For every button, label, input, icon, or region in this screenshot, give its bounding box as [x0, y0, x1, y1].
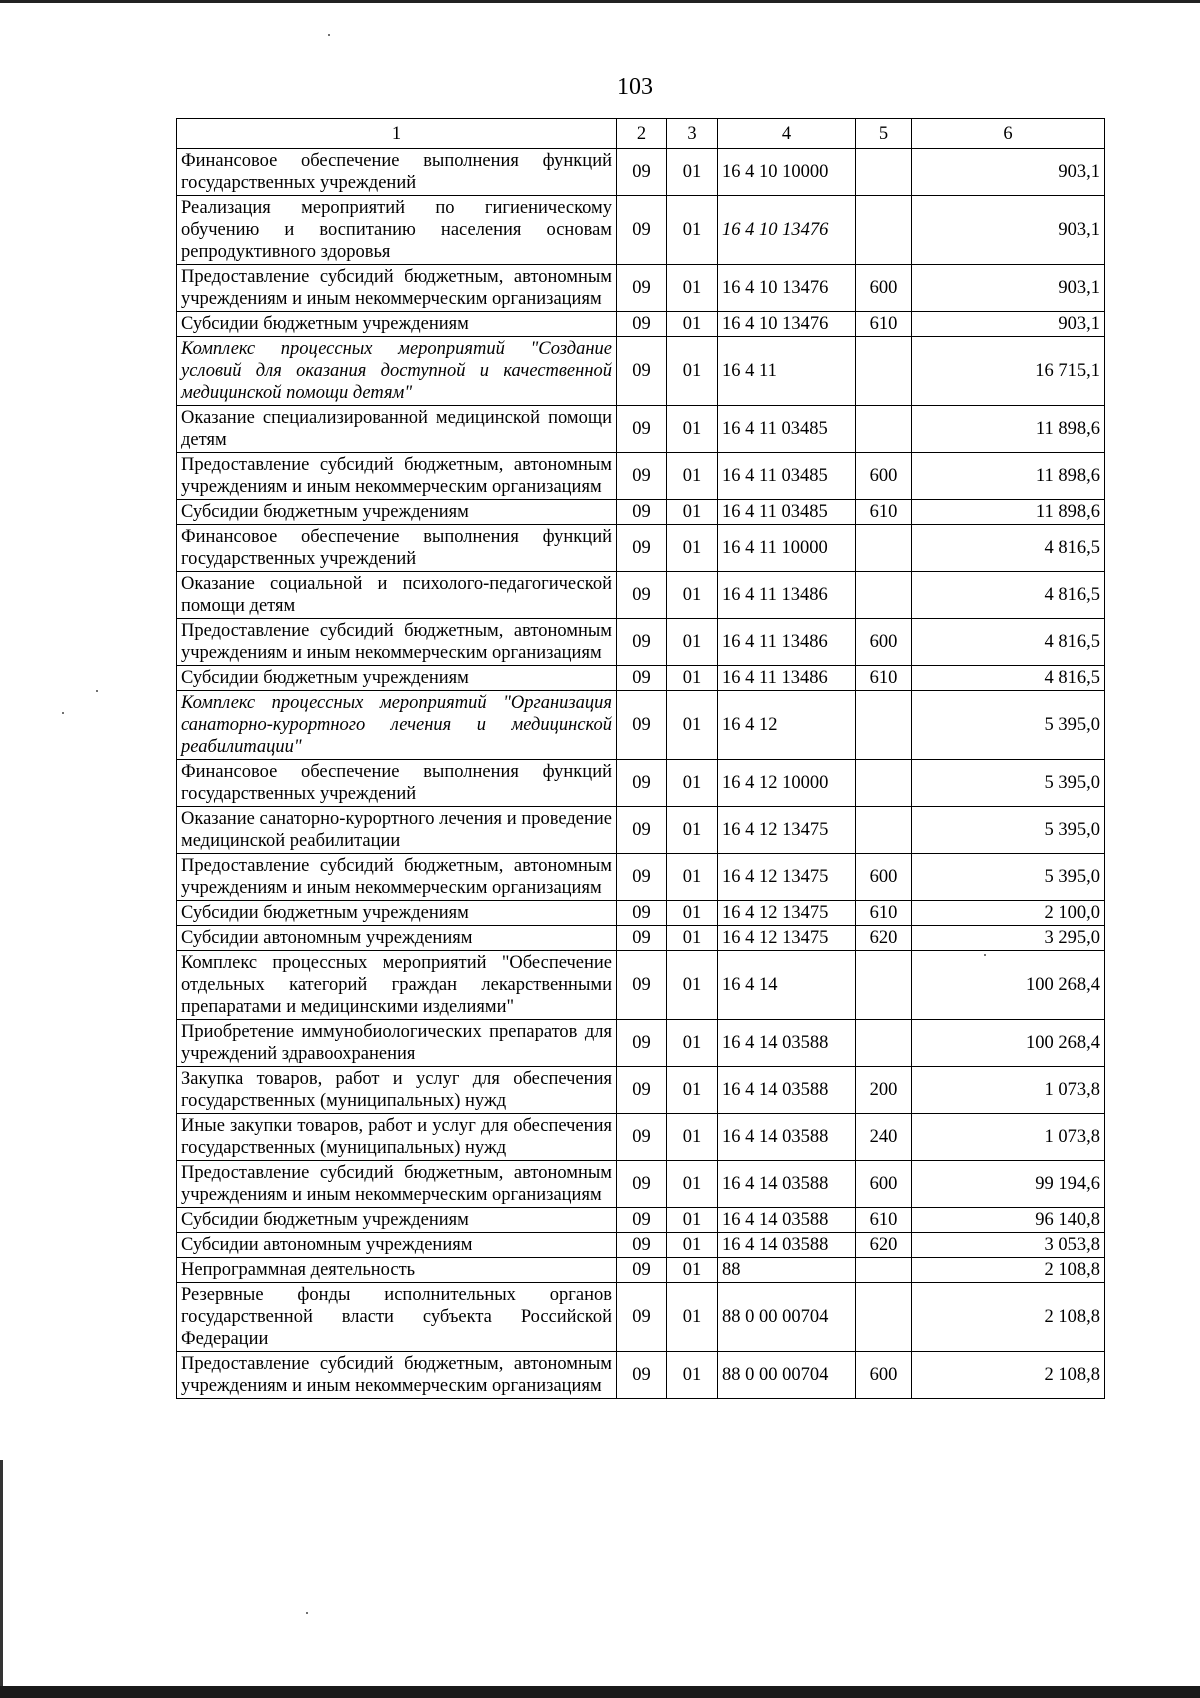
row-amount: 3 053,8	[912, 1233, 1105, 1258]
row-amount: 11 898,6	[912, 453, 1105, 500]
row-target-code: 16 4 14	[718, 951, 856, 1020]
row-subsection: 01	[667, 760, 718, 807]
row-expense-type	[856, 572, 912, 619]
row-subsection: 01	[667, 951, 718, 1020]
column-header-6: 6	[912, 119, 1105, 149]
row-target-code: 16 4 14 03588	[718, 1208, 856, 1233]
row-amount: 3 295,0	[912, 926, 1105, 951]
row-subsection: 01	[667, 1352, 718, 1399]
row-expense-type: 600	[856, 453, 912, 500]
row-subsection: 01	[667, 926, 718, 951]
budget-table	[176, 118, 1105, 1399]
row-target-code: 88 0 00 00704	[718, 1352, 856, 1399]
row-expense-type: 610	[856, 901, 912, 926]
column-header-1: 1	[177, 119, 617, 149]
row-subsection: 01	[667, 691, 718, 760]
row-amount: 2 108,8	[912, 1258, 1105, 1283]
row-section: 09	[617, 1233, 667, 1258]
row-target-code: 16 4 11 13486	[718, 619, 856, 666]
row-amount: 11 898,6	[912, 406, 1105, 453]
row-subsection: 01	[667, 619, 718, 666]
row-name: Комплекс процессных мероприятий "Организация санаторно-курортного лечения и медицинской реабилитации"	[177, 691, 617, 760]
table-row	[177, 1208, 1105, 1233]
table-row	[177, 1233, 1105, 1258]
row-amount: 99 194,6	[912, 1161, 1105, 1208]
row-section: 09	[617, 572, 667, 619]
row-amount: 4 816,5	[912, 666, 1105, 691]
column-header-3: 3	[667, 119, 718, 149]
row-name: Закупка товаров, работ и услуг для обеспечения государственных (муниципальных) нужд	[177, 1067, 617, 1114]
row-section: 09	[617, 453, 667, 500]
table-row	[177, 619, 1105, 666]
row-name: Приобретение иммунобиологических препаратов для учреждений здравоохранения	[177, 1020, 617, 1067]
row-name: Резервные фонды исполнительных органов государственной власти субъекта Российской Федерации	[177, 1283, 617, 1352]
row-target-code: 16 4 14 03588	[718, 1020, 856, 1067]
row-subsection: 01	[667, 196, 718, 265]
row-expense-type: 200	[856, 1067, 912, 1114]
row-subsection: 01	[667, 807, 718, 854]
row-target-code: 88 0 00 00704	[718, 1283, 856, 1352]
row-expense-type: 610	[856, 312, 912, 337]
row-section: 09	[617, 619, 667, 666]
row-section: 09	[617, 149, 667, 196]
table-row	[177, 1067, 1105, 1114]
table-row	[177, 760, 1105, 807]
table-row	[177, 691, 1105, 760]
row-expense-type	[856, 1020, 912, 1067]
table-row	[177, 926, 1105, 951]
row-expense-type	[856, 196, 912, 265]
row-target-code: 16 4 14 03588	[718, 1067, 856, 1114]
row-section: 09	[617, 666, 667, 691]
row-target-code: 16 4 12 10000	[718, 760, 856, 807]
row-amount: 903,1	[912, 149, 1105, 196]
row-target-code: 16 4 10 13476	[718, 312, 856, 337]
row-section: 09	[617, 337, 667, 406]
row-subsection: 01	[667, 1233, 718, 1258]
row-name: Предоставление субсидий бюджетным, автономным учреждениям и иным некоммерческим организациям	[177, 453, 617, 500]
row-expense-type: 600	[856, 619, 912, 666]
row-amount: 2 108,8	[912, 1352, 1105, 1399]
row-section: 09	[617, 760, 667, 807]
row-name: Предоставление субсидий бюджетным, автономным учреждениям и иным некоммерческим организациям	[177, 619, 617, 666]
row-expense-type	[856, 337, 912, 406]
table-row	[177, 406, 1105, 453]
row-subsection: 01	[667, 572, 718, 619]
row-expense-type: 600	[856, 1352, 912, 1399]
row-amount: 2 108,8	[912, 1283, 1105, 1352]
table-row	[177, 807, 1105, 854]
row-name: Финансовое обеспечение выполнения функций государственных учреждений	[177, 525, 617, 572]
row-expense-type	[856, 807, 912, 854]
row-expense-type	[856, 1258, 912, 1283]
row-name: Субсидии бюджетным учреждениям	[177, 312, 617, 337]
row-subsection: 01	[667, 1258, 718, 1283]
row-name: Финансовое обеспечение выполнения функций государственных учреждений	[177, 760, 617, 807]
table-row	[177, 453, 1105, 500]
row-name: Оказание санаторно-курортного лечения и проведение медицинской реабилитации	[177, 807, 617, 854]
table-row	[177, 951, 1105, 1020]
table-row	[177, 901, 1105, 926]
row-target-code: 16 4 11 10000	[718, 525, 856, 572]
row-expense-type: 620	[856, 1233, 912, 1258]
table-row	[177, 149, 1105, 196]
row-subsection: 01	[667, 337, 718, 406]
table-row	[177, 1283, 1105, 1352]
table-row	[177, 1258, 1105, 1283]
row-expense-type: 240	[856, 1114, 912, 1161]
row-subsection: 01	[667, 453, 718, 500]
row-subsection: 01	[667, 901, 718, 926]
row-expense-type	[856, 406, 912, 453]
row-subsection: 01	[667, 265, 718, 312]
row-name: Иные закупки товаров, работ и услуг для обеспечения государственных (муниципальных) нужд	[177, 1114, 617, 1161]
row-target-code: 16 4 11 13486	[718, 572, 856, 619]
row-subsection: 01	[667, 1161, 718, 1208]
row-expense-type: 600	[856, 854, 912, 901]
page-number: 103	[617, 74, 653, 100]
row-section: 09	[617, 1258, 667, 1283]
row-name: Субсидии автономным учреждениям	[177, 1233, 617, 1258]
table-row	[177, 1020, 1105, 1067]
row-amount: 11 898,6	[912, 500, 1105, 525]
row-target-code: 16 4 11 13486	[718, 666, 856, 691]
row-amount: 903,1	[912, 265, 1105, 312]
row-name: Субсидии бюджетным учреждениям	[177, 500, 617, 525]
scan-speck	[328, 34, 330, 36]
row-section: 09	[617, 951, 667, 1020]
table-header-row	[177, 119, 1105, 149]
row-expense-type	[856, 760, 912, 807]
scan-border-bottom	[0, 1686, 1200, 1698]
row-amount: 16 715,1	[912, 337, 1105, 406]
row-amount: 903,1	[912, 312, 1105, 337]
row-target-code: 16 4 10 13476	[718, 265, 856, 312]
row-target-code: 16 4 12 13475	[718, 901, 856, 926]
table-row	[177, 1114, 1105, 1161]
row-section: 09	[617, 1114, 667, 1161]
row-section: 09	[617, 1020, 667, 1067]
scan-speck	[306, 1612, 308, 1614]
row-target-code: 16 4 14 03588	[718, 1161, 856, 1208]
row-amount: 96 140,8	[912, 1208, 1105, 1233]
table-row	[177, 854, 1105, 901]
scan-border-top	[0, 0, 1200, 3]
row-amount: 100 268,4	[912, 1020, 1105, 1067]
row-target-code: 16 4 12 13475	[718, 807, 856, 854]
row-section: 09	[617, 265, 667, 312]
row-section: 09	[617, 691, 667, 760]
row-subsection: 01	[667, 854, 718, 901]
table-row	[177, 265, 1105, 312]
row-target-code: 88	[718, 1258, 856, 1283]
column-header-4: 4	[718, 119, 856, 149]
row-expense-type	[856, 951, 912, 1020]
row-amount: 2 100,0	[912, 901, 1105, 926]
row-target-code: 16 4 12 13475	[718, 854, 856, 901]
row-target-code: 16 4 14 03588	[718, 1114, 856, 1161]
row-subsection: 01	[667, 500, 718, 525]
scan-speck	[96, 690, 98, 692]
row-section: 09	[617, 1067, 667, 1114]
row-expense-type: 610	[856, 1208, 912, 1233]
row-section: 09	[617, 406, 667, 453]
row-subsection: 01	[667, 312, 718, 337]
row-amount: 1 073,8	[912, 1114, 1105, 1161]
row-section: 09	[617, 196, 667, 265]
row-amount: 5 395,0	[912, 807, 1105, 854]
row-target-code: 16 4 11 03485	[718, 406, 856, 453]
row-name: Предоставление субсидий бюджетным, автономным учреждениям и иным некоммерческим организациям	[177, 854, 617, 901]
table-row	[177, 312, 1105, 337]
row-target-code: 16 4 10 13476	[718, 196, 856, 265]
table-row	[177, 666, 1105, 691]
row-section: 09	[617, 1161, 667, 1208]
row-expense-type	[856, 149, 912, 196]
table-row	[177, 337, 1105, 406]
row-section: 09	[617, 525, 667, 572]
row-amount: 4 816,5	[912, 525, 1105, 572]
row-subsection: 01	[667, 666, 718, 691]
row-subsection: 01	[667, 1020, 718, 1067]
table-row	[177, 500, 1105, 525]
row-section: 09	[617, 500, 667, 525]
row-subsection: 01	[667, 1208, 718, 1233]
row-subsection: 01	[667, 1114, 718, 1161]
row-expense-type: 610	[856, 500, 912, 525]
row-target-code: 16 4 14 03588	[718, 1233, 856, 1258]
row-amount: 4 816,5	[912, 572, 1105, 619]
row-name: Предоставление субсидий бюджетным, автономным учреждениям и иным некоммерческим организациям	[177, 1352, 617, 1399]
row-amount: 903,1	[912, 196, 1105, 265]
row-name: Предоставление субсидий бюджетным, автономным учреждениям и иным некоммерческим организациям	[177, 265, 617, 312]
row-name: Предоставление субсидий бюджетным, автономным учреждениям и иным некоммерческим организациям	[177, 1161, 617, 1208]
row-section: 09	[617, 926, 667, 951]
row-name: Оказание социальной и психолого-педагогической помощи детям	[177, 572, 617, 619]
row-target-code: 16 4 12 13475	[718, 926, 856, 951]
row-expense-type: 600	[856, 1161, 912, 1208]
column-header-5: 5	[856, 119, 912, 149]
row-expense-type: 610	[856, 666, 912, 691]
column-header-2: 2	[617, 119, 667, 149]
table-row	[177, 1352, 1105, 1399]
row-section: 09	[617, 807, 667, 854]
row-name: Оказание специализированной медицинской помощи детям	[177, 406, 617, 453]
table-row	[177, 525, 1105, 572]
row-target-code: 16 4 10 10000	[718, 149, 856, 196]
row-amount: 5 395,0	[912, 691, 1105, 760]
row-subsection: 01	[667, 525, 718, 572]
row-target-code: 16 4 11	[718, 337, 856, 406]
row-amount: 4 816,5	[912, 619, 1105, 666]
row-name: Субсидии бюджетным учреждениям	[177, 666, 617, 691]
row-target-code: 16 4 11 03485	[718, 500, 856, 525]
row-expense-type: 600	[856, 265, 912, 312]
row-amount: 1 073,8	[912, 1067, 1105, 1114]
row-name: Субсидии бюджетным учреждениям	[177, 1208, 617, 1233]
row-name: Субсидии автономным учреждениям	[177, 926, 617, 951]
row-name: Субсидии бюджетным учреждениям	[177, 901, 617, 926]
row-expense-type: 620	[856, 926, 912, 951]
table-row	[177, 1161, 1105, 1208]
row-name: Реализация мероприятий по гигиеническому обучению и воспитанию населения основам репродуктивного здоровья	[177, 196, 617, 265]
row-target-code: 16 4 12	[718, 691, 856, 760]
row-amount: 5 395,0	[912, 854, 1105, 901]
row-subsection: 01	[667, 406, 718, 453]
row-amount: 100 268,4	[912, 951, 1105, 1020]
row-section: 09	[617, 1283, 667, 1352]
row-amount: 5 395,0	[912, 760, 1105, 807]
row-section: 09	[617, 1208, 667, 1233]
scan-speck	[62, 712, 64, 714]
row-target-code: 16 4 11 03485	[718, 453, 856, 500]
row-section: 09	[617, 1352, 667, 1399]
row-expense-type	[856, 1283, 912, 1352]
row-name: Финансовое обеспечение выполнения функций государственных учреждений	[177, 149, 617, 196]
row-section: 09	[617, 312, 667, 337]
row-subsection: 01	[667, 149, 718, 196]
row-name: Непрограммная деятельность	[177, 1258, 617, 1283]
row-expense-type	[856, 525, 912, 572]
row-subsection: 01	[667, 1067, 718, 1114]
row-section: 09	[617, 901, 667, 926]
table-row	[177, 572, 1105, 619]
row-subsection: 01	[667, 1283, 718, 1352]
scan-border-left	[0, 1460, 3, 1690]
row-expense-type	[856, 691, 912, 760]
row-name: Комплекс процессных мероприятий "Обеспечение отдельных категорий граждан лекарственными препаратами и медицинскими изделиями"	[177, 951, 617, 1020]
table-row	[177, 196, 1105, 265]
row-section: 09	[617, 854, 667, 901]
row-name: Комплекс процессных мероприятий "Создание условий для оказания доступной и качественной медицинской помощи детям"	[177, 337, 617, 406]
